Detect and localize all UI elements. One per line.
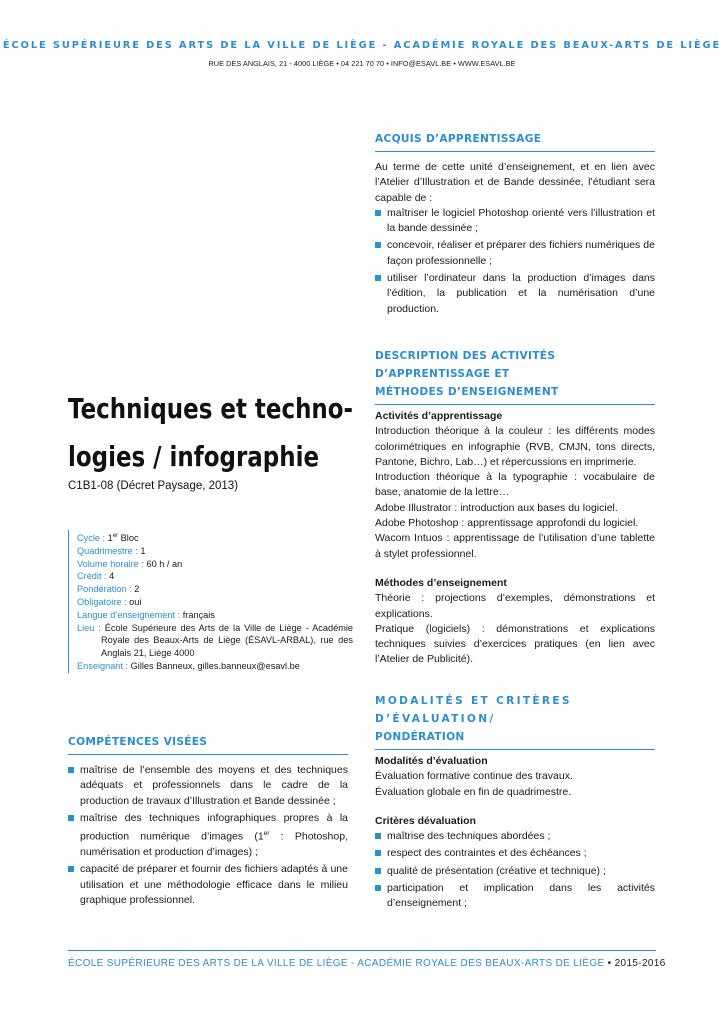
modalites-title: Modalités d’évaluation (375, 755, 488, 767)
footer-rule (68, 950, 656, 951)
acquis-section (375, 130, 655, 319)
methodes-title: Méthodes d’enseignement (375, 576, 507, 589)
info-lieu: Lieu : École Supérieure des Arts de la Ville de Liège - Académie Royale des Beaux-Arts de Liège (ÉSAVL-ARBAL), rue des Anglais 21, Liège 4000 (77, 622, 354, 659)
list-item: maîtriser le logiciel Photoshop orienté vers l’illustration et la bande dessinée ; (375, 206, 655, 237)
info-quadrimestre: Quadrimestre : 1 (77, 545, 146, 556)
bullet-icon (375, 275, 381, 281)
course-code: C1B1-08 (Décret Paysage, 2013) (68, 480, 239, 492)
competences-rule (68, 754, 348, 755)
list-item: concevoir, réaliser et préparer des fichiers numériques de façon professionnelle ; (375, 238, 655, 269)
bullet-icon (68, 866, 74, 872)
activites-text: Introduction théorique à la couleur : les différents modes colorimétriques en infographie (RVB, CMJN, tons directs, Pantone, Bichro, Lab…) et répercussions en imprimerie. Introduction théorique à la typographie : vocabulaire de base, anatomie de la lettre… Adobe Illustrator : introduction aux bases du logiciel. Adobe Photoshop : apprentissage approfondi du logiciel. Wacom Intuos : apprentissage de l’utilisation d’une tablette à stylet professionnel. (375, 425, 655, 560)
description-heading: DESCRIPTION DES ACTIVITÉS D’APPRENTISSAGE ET MÉTHODES D’ENSEIGNEMENT (375, 350, 559, 398)
modalites-text: Évaluation formative continue des travaux. Évaluation globale en fin de quadrimestre. (375, 770, 573, 798)
header-contact: RUE DES ANGLAIS, 21 - 4000 LIÈGE • 04 221 70 70 • INFO@ESAVL.BE • WWW.ESAVL.BE (208, 59, 516, 68)
list-item: maîtrise des techniques abordées ; (375, 829, 655, 844)
description-rule (375, 404, 655, 405)
info-volume: Volume horaire : 60 h / an (77, 558, 183, 569)
competences-heading: COMPÉTENCES VISÉES (68, 736, 208, 748)
info-ponderation: Pondération : 2 (77, 584, 140, 595)
bullet-icon (375, 242, 381, 248)
bullet-icon (68, 767, 74, 773)
bullet-icon (68, 815, 74, 821)
criteres-list (375, 829, 655, 911)
criteres-title: Critères dévaluation (375, 814, 476, 827)
bullet-icon (375, 885, 381, 891)
description-section (375, 347, 655, 668)
bullet-icon (375, 833, 381, 839)
acquis-rule (375, 151, 655, 152)
course-info (68, 530, 353, 673)
modalites-rule (375, 749, 655, 750)
acquis-intro: Au terme de cette unité d’enseignement, et en lien avec l’Atelier d’Illustration et de Bande dessinée, l’étudiant sera capable de : (375, 161, 655, 204)
list-item: capacité de préparer et fournir des fichiers adaptés à une utilisation et une méthodologie efficace dans le milieu graphique professionnel. (68, 862, 348, 908)
list-item: participation et implication dans les activités d’enseignement ; (375, 881, 655, 912)
bullet-icon (375, 868, 381, 874)
footer: ÉCOLE SUPÉRIEURE DES ARTS DE LA VILLE DE LIÈGE - ACADÉMIE ROYALE DES BEAUX-ARTS DE LIÈGE • 2015-2016 (68, 958, 666, 969)
bullet-icon (375, 850, 381, 856)
header-title: ÉCOLE SUPÉRIEURE DES ARTS DE LA VILLE DE LIÈGE - ACADÉMIE ROYALE DES BEAUX-ARTS DE LIÈGE (2, 40, 722, 51)
list-item: qualité de présentation (créative et technique) ; (375, 864, 655, 879)
activites-title: Activités d’apprentissage (375, 410, 503, 422)
methodes-text: Théorie : projections d’exemples, démonstrations et explications. Pratique (logiciels) : démonstrations et explications techniques suivies d’exercices pratiques (en lien avec l’Atelier de Publicité). (375, 592, 655, 666)
info-cycle: Cycle : 1er Bloc (77, 533, 139, 544)
acquis-list (375, 206, 655, 317)
info-credit: Crédit : 4 (77, 571, 115, 582)
competences-section (68, 733, 348, 910)
modalites-section (375, 692, 655, 914)
modalites-heading: MODALITÉS ET CRITÈRES D’ÉVALUATION/ PONDÉRATION (375, 695, 572, 743)
competences-list (68, 763, 348, 908)
list-item: utiliser l’ordinateur dans la production d’images dans l’édition, la publication et la numérisation d’une production. (375, 271, 655, 317)
list-item: maîtrise de l’ensemble des moyens et des techniques adéquats et professionnels dans le cadre de la production de travaux d’Illustration et Bande dessinée ; (68, 763, 348, 809)
info-obligatoire: Obligatoire : oui (77, 597, 142, 608)
bullet-icon (375, 210, 381, 216)
acquis-heading: ACQUIS D’APPRENTISSAGE (375, 133, 542, 145)
info-langue: Langue d’enseignement : français (77, 609, 215, 620)
list-item: respect des contraintes et des échéances ; (375, 846, 655, 861)
course-title: Techniques et techno- logies / infographie (68, 392, 354, 473)
info-enseignant: Enseignant : Gilles Banneux, gilles.banneux@esavl.be (77, 661, 300, 672)
list-item: maîtrise des techniques infographiques propres à la production numérique d’images (1er : Photoshop, numérisation et production d’images) ; (68, 811, 348, 860)
